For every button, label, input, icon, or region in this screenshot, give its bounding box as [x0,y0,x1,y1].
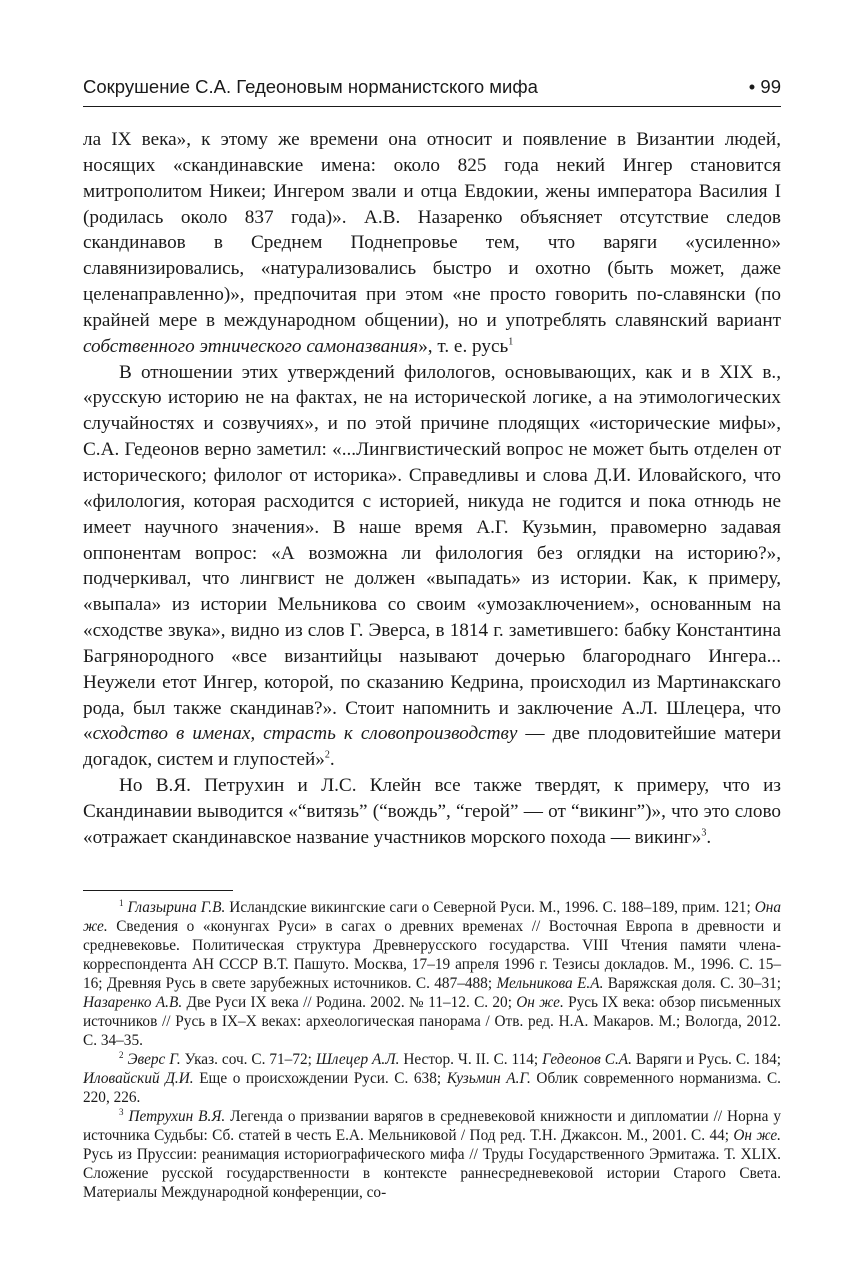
paragraph-1-text: ла IX века», к этому же времени она относит и появление в Византии людей, носящих «скандинавские имена: около 825 года некий Ингер становится митрополитом Никеи; Ингером звали и отца Евдокии, жены императора Василия I (родилась около 837 года)». А.В. Назаренко объясняет отсутствие следов скандинавов в Среднем Поднепровье тем, что варяги «усиленно» славянизировались, «натурализовались быстро и охотно (быть может, даже целенаправленно)», предпочитая при этом «не просто говорить по-славянски (по крайней мере в международном общении), но и употреблять славянский вариант [83,129,781,331]
footnote-text: Указ. соч. С. 71–72; [180,1051,316,1068]
footnote-text: Сведения о «конунгах Руси» в сагах о древних временах // Восточная Европа в древности и средневековье. Политическая структура Древнерусского государства. VIII Чтения памяти члена-корреспондента АН СССР В.Т. Пашуто. Москва, 17–19 апреля 1996 г. Тезисы докладов. М., 1996. С. 15–16; Древняя Русь в свете зарубежных источников. С. 487–488; [83,918,781,992]
paragraph-3-text: Но В.Я. Петрухин и Л.С. Клейн все также твердят, к примеру, что из Скандинавии выводится «“витязь” (“вождь”, “герой” — от “викинг”)», что это слово «отражает скандинавское название участников морского похода — викинг» [83,775,781,848]
footnote-text: Варяги и Русь. С. 184; [631,1051,781,1068]
paragraph-1 [83,127,781,360]
footnote-author: Петрухин В.Я. [128,1108,226,1125]
footnote-1-number: 1 [119,897,124,908]
footnote-author: Иловайский Д.И. [83,1070,194,1087]
footnote-author: Шлецер А.Л. [315,1051,400,1068]
footnote-author: Она же. [83,899,781,935]
footnote-author: Он же. [516,994,564,1011]
footnote-text: Облик современного норманизма. С. 220, 226. [83,1070,781,1106]
footnote-3 [83,1107,781,1202]
paragraph-2-text-end: — две плодовитейшие матери догадок, систем и глупостей» [83,723,781,771]
footnote-1 [83,898,781,1050]
running-title: Сокрушение С.А. Гедеоновым норманистского мифа [83,76,538,97]
footnote-separator [83,890,233,891]
paragraph-1-text-end: », т. е. русь [418,335,509,357]
footnote-text: Еще о происхождении Руси. С. 638; [193,1070,447,1087]
footnote-author: Глазырина Г.В. [127,899,226,916]
footnote-text: Русь из Пруссии: реанимация историографического мифа // Труды Государственного Эрмитажа. Т. XLIX. Сложение русской государственности в контексте раннесредневековой истории Старого Света. Материалы Международной конференции, со- [83,1146,781,1201]
paragraph-2: В отношении этих утверждений филологов, основывающих, как и в XIX в., «русскую историю не на фактах, не на исторической логике, а на этимологических случайностях и созвучиях», и по этой причине плодящих «исторические мифы», С.А. Гедеонов верно заметил: «...Лингвистический вопрос не может быть отделен от исторического; филолог от историка». Справедливы и слова Д.И. Иловайского, что «филология, которая расходится с историей, никуда не годится и пока отнюдь не имеет научного значения». В наше время А.Г. Кузьмин, правомерно задавая оппонентам вопрос: «А возможна ли филология без оглядки на историю?», подчеркивал, что лингвист не должен «выпадать» из истории. Как, к примеру, «выпала» из истории Мельникова со своим «умозаключением», основанным на «сходстве звука», видно из слов Г. Эверса, в 1814 г. заметившего: бабку Константина Багрянородного «все византийцы называют дочерью благороднаго Ингера... Неужели етот Ингер, которой, по сказанию Кедрина, происходил из Мартинакскаго рода, был также скандинав?». Стоит напомнить и заключение А.Л. Шлецера, что «сходство в именах, страсть к словопроизводству — две плодовитейшие матери догадок, систем и глупостей»$^2$. [83,361,781,771]
footnote-2-number: 2 [119,1049,124,1060]
footnote-author: Гедеонов С.А. [542,1051,632,1068]
footnote-author: Кузьмин А.Г. [446,1070,531,1087]
footnote-text: Две Руси IX века // Родина. 2002. № 11–12. С. 20; [182,994,517,1011]
paragraph-3: Но В.Я. Петрухин и Л.С. Клейн все также твердят, к примеру, что из Скандинавии выводится «“витязь” (“вождь”, “герой” — от “викинг”)», что это слово «отражает скандинавское название участников морского похода — викинг»$^3$. [83,775,781,848]
footnote-3-number: 3 [119,1106,124,1117]
running-header [83,70,781,107]
footnote-author: Он же. [733,1127,781,1144]
footnotes [83,898,781,1202]
footnote-text: Варяжская доля. С. 30–31; [603,975,781,992]
footnote-author: Эверс Г. [127,1051,181,1068]
paragraph-2-emphasis: сходство в именах, страсть к словопроизводству [92,723,518,745]
footnote-author: Назаренко А.В. [83,994,183,1011]
footnote-text: Легенда о призвании варягов в средневековой книжности и дипломатии // Норна у источника Судьбы: Сб. статей в честь Е.А. Мельниковой / Под ред. Т.Н. Джаксон. М., 2001. С. 44; [83,1108,781,1144]
footnote-author: Мельникова Е.А. [496,975,604,992]
footnote-text: Нестор. Ч. II. С. 114; [399,1051,543,1068]
footnote-text: Русь IX века: обзор письменных источников // Русь в IX–X веках: археологическая панорама / Отв. ред. Н.А. Макаров. М.; Вологда, 2012. С. 34–35. [83,994,782,1049]
footnote-ref-2: 2 [324,749,330,761]
page-number: • 99 [748,76,781,97]
paragraph-2-text: В отношении этих утверждений филологов, основывающих, как и в XIX в., «русскую историю не на фактах, не на исторической логике, а на этимологических случайностях и созвучиях», и по этой причине плодящих «исторические мифы», С.А. Гедеонов верно заметил: «...Лингвистический вопрос не может быть отделен от исторического; филолог от историка». Справедливы и слова Д.И. Иловайского, что «филология, которая расходится с историей, никуда не годится и пока отнюдь не имеет научного значения». В наше время А.Г. Кузьмин, правомерно задавая оппонентам вопрос: «А возможна ли филология без оглядки на историю?», подчеркивал, что лингвист не должен «выпадать» из истории. Как, к примеру, «выпала» из истории Мельникова со своим «умозаключением», основанным на «сходстве звука», видно из слов Г. Эверса, в 1814 г. заметившего: бабку Константина Багрянородного «все византийцы называют дочерью благороднаго Ингера... Неужели етот Ингер, которой, по сказанию Кедрина, происходил из Мартинакскаго рода, был также скандинав?». Стоит напомнить и заключение А.Л. Шлецера, что « [83,361,781,745]
footnote-ref-1: 1 [508,336,514,348]
main-text [83,127,781,851]
paragraph-1-emphasis: собственного этнического самоназвания [83,335,419,357]
footnote-2 [83,1050,781,1107]
footnote-ref-3: 3 [701,827,707,839]
footnote-text: Исландские викингские саги о Северной Руси. М., 1996. С. 188–189, прим. 121; [225,899,755,916]
